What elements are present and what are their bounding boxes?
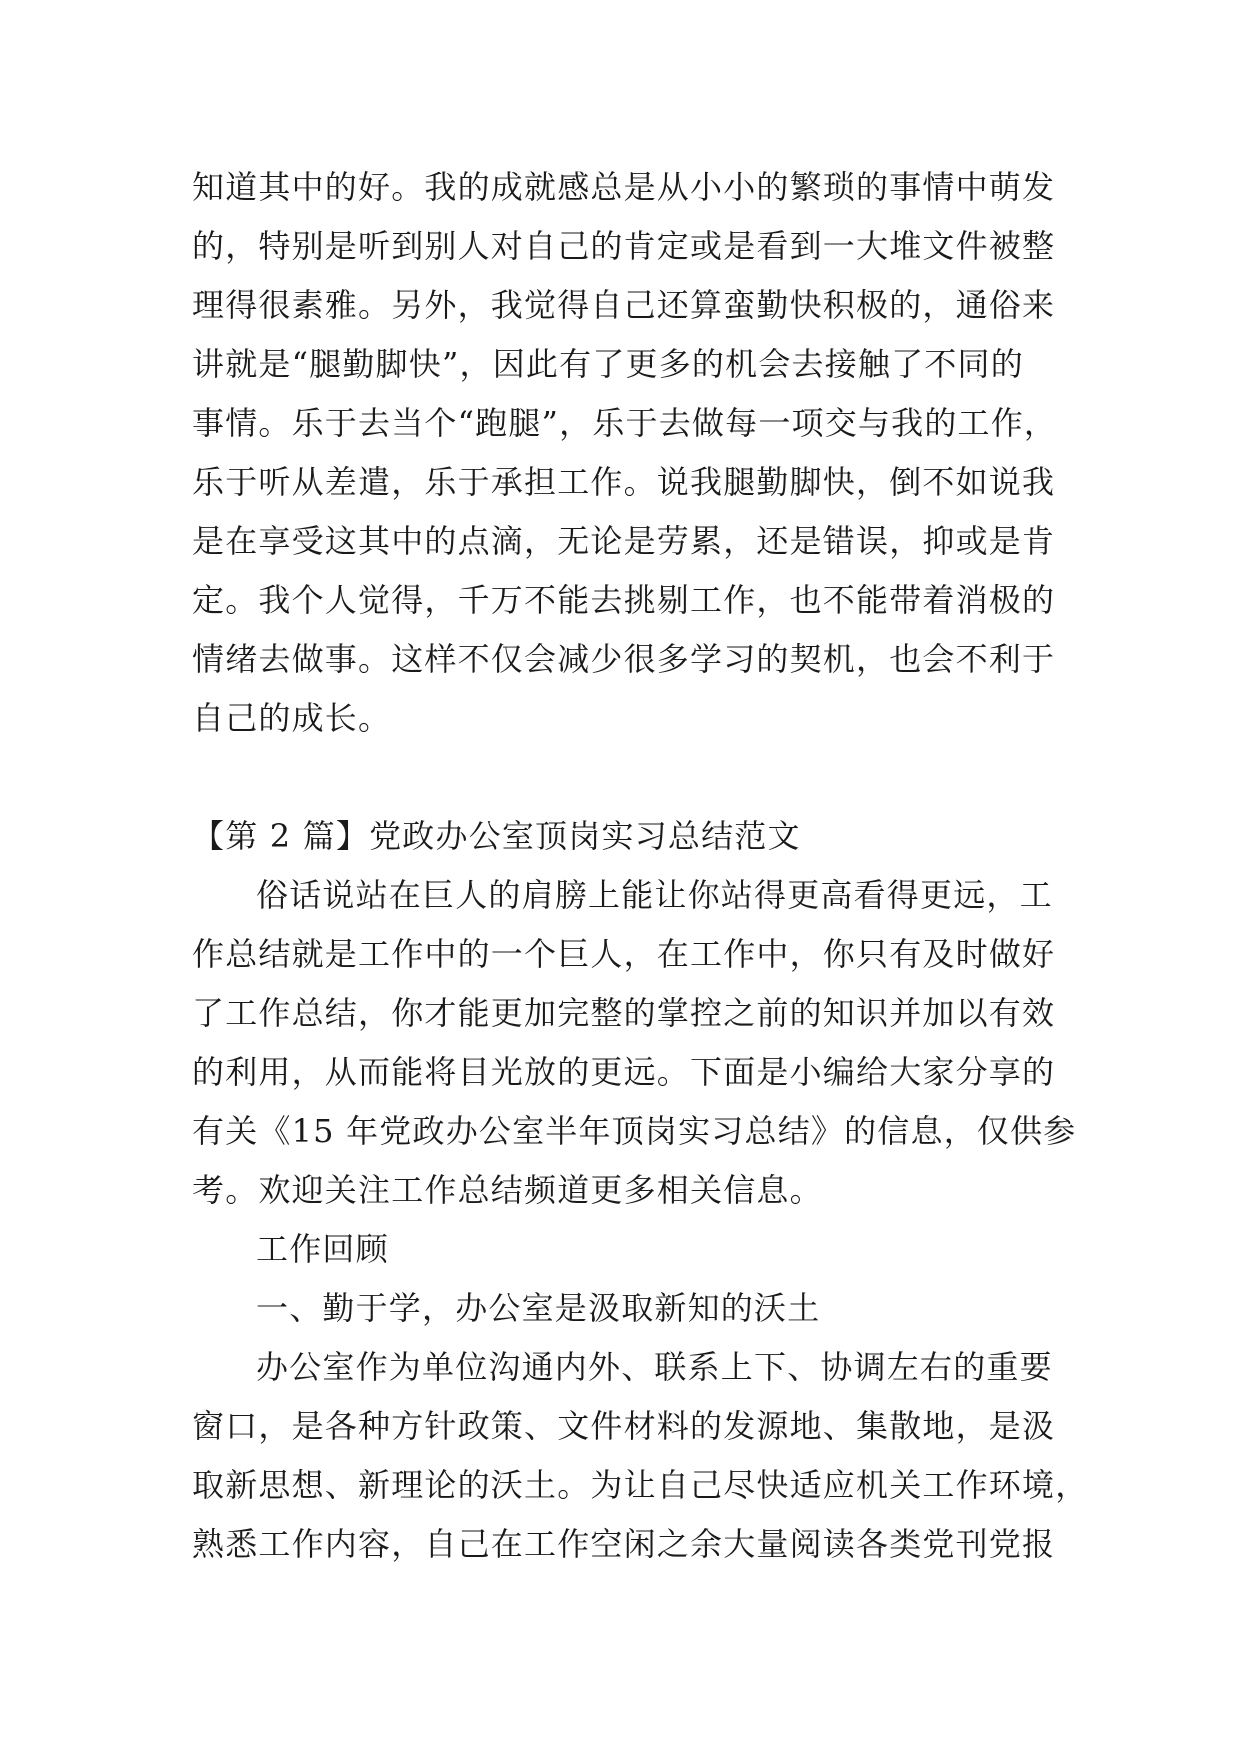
paragraph-line: 熟悉工作内容，自己在工作空闲之余大量阅读各类党刊党报 xyxy=(192,1525,1056,1563)
paragraph-line: 的利用，从而能将目光放的更远。下面是小编给大家分享的 xyxy=(192,1053,1056,1091)
point-title: 一、勤于学，办公室是汲取新知的沃土 xyxy=(256,1289,821,1327)
paragraph-line: 事情。乐于去当个“跑腿”，乐于去做每一项交与我的工作， xyxy=(192,404,1058,442)
paragraph-line: 讲就是“腿勤脚快”，因此有了更多的机会去接触了不同的 xyxy=(192,345,1024,383)
subheading: 工作回顾 xyxy=(256,1230,389,1268)
document-body xyxy=(192,158,1089,1574)
paragraph-line: 乐于听从差遣，乐于承担工作。说我腿勤脚快，倒不如说我 xyxy=(192,463,1056,501)
paragraph-line: 俗话说站在巨人的肩膀上能让你站得更高看得更远，工 xyxy=(256,876,1053,914)
paragraph-line: 作总结就是工作中的一个巨人，在工作中，你只有及时做好 xyxy=(192,935,1056,973)
paragraph-line: 是在享受这其中的点滴，无论是劳累，还是错误，抑或是肯 xyxy=(192,522,1056,560)
paragraph-line: 情绪去做事。这样不仅会减少很多学习的契机，也会不利于 xyxy=(192,640,1056,678)
paragraph-line: 窗口，是各种方针政策、文件材料的发源地、集散地，是汲 xyxy=(192,1407,1056,1445)
paragraph-line: 理得很素雅。另外，我觉得自己还算蛮勤快积极的，通俗来 xyxy=(192,286,1056,324)
paragraph-line: 自己的成长。 xyxy=(192,699,392,737)
section-heading: 【第 2 篇】党政办公室顶岗实习总结范文 xyxy=(192,817,801,855)
paragraph-line: 定。我个人觉得，千万不能去挑剔工作，也不能带着消极的 xyxy=(192,581,1056,619)
paragraph-line: 考。欢迎关注工作总结频道更多相关信息。 xyxy=(192,1171,823,1209)
paragraph-line: 了工作总结，你才能更加完整的掌控之前的知识并加以有效 xyxy=(192,994,1056,1032)
paragraph-line: 办公室作为单位沟通内外、联系上下、协调左右的重要 xyxy=(256,1348,1053,1386)
paragraph-line: 的，特别是听到别人对自己的肯定或是看到一大堆文件被整 xyxy=(192,227,1056,265)
section-gap xyxy=(192,748,1050,807)
paragraph-line: 有关《15 年党政办公室半年顶岗实习总结》的信息，仅供参 xyxy=(192,1112,1077,1150)
paragraph-line: 取新思想、新理论的沃土。为让自己尽快适应机关工作环境， xyxy=(192,1466,1089,1504)
paragraph-line: 知道其中的好。我的成就感总是从小小的繁琐的事情中萌发 xyxy=(192,168,1056,206)
